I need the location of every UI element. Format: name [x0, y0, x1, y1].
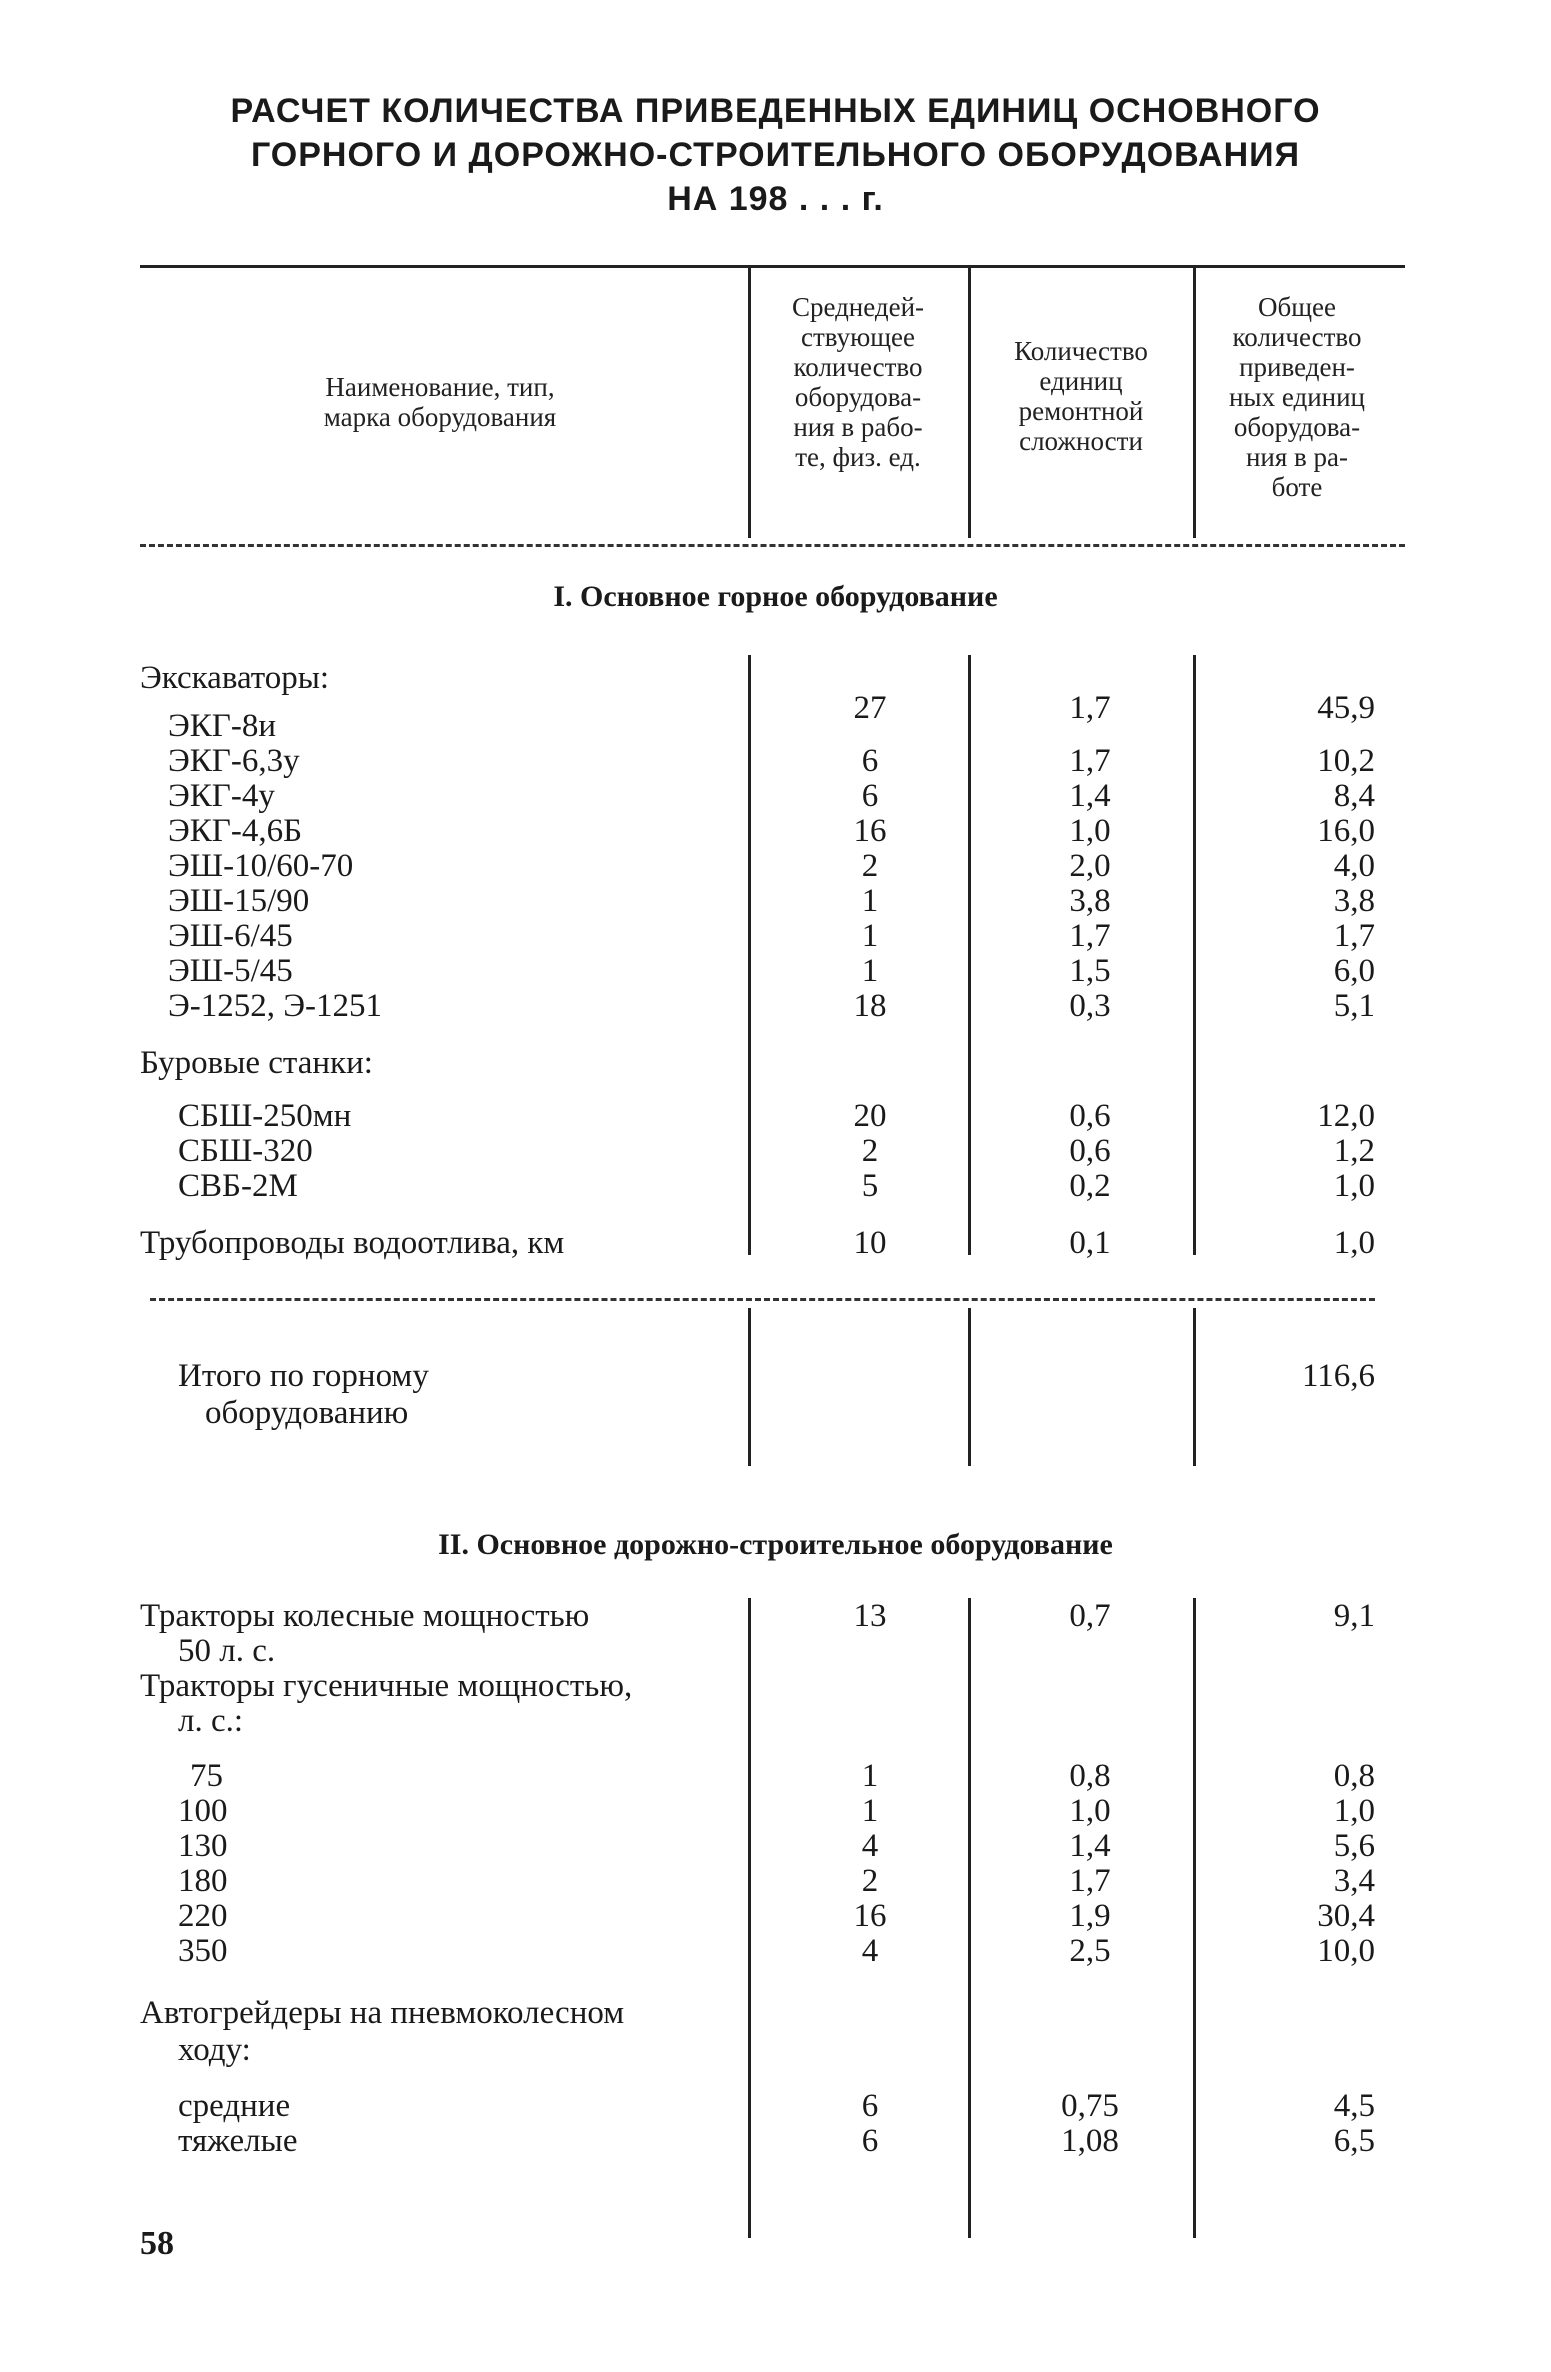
row-units: 1,08 — [1061, 2123, 1119, 2159]
excavators-label: Экскаваторы: — [140, 660, 330, 696]
crawler-label-line-2: л. с.: — [178, 1703, 244, 1739]
row-units: 0,6 — [1069, 1098, 1111, 1134]
row-units: 1,5 — [1069, 953, 1111, 989]
row-units: 1,9 — [1069, 1898, 1111, 1934]
row-qty: 2 — [861, 848, 879, 884]
row-total: 1,0 — [1333, 1168, 1375, 1204]
row-units: 0,7 — [1069, 1598, 1111, 1634]
row-qty: 4 — [861, 1828, 879, 1864]
row-name: СБШ-250мн — [178, 1098, 352, 1134]
row-units: 1,0 — [1069, 1793, 1111, 1829]
row-total: 4,5 — [1333, 2088, 1375, 2124]
total-divider-2 — [968, 1308, 971, 1466]
row-qty: 10 — [853, 1225, 887, 1261]
total-divider-1 — [748, 1308, 751, 1466]
total-value: 116,6 — [1301, 1358, 1375, 1394]
row-qty: 1 — [861, 953, 879, 989]
row-units: 3,8 — [1069, 883, 1111, 919]
header-col-qty — [752, 292, 964, 472]
header-col-qty-line: ния в рабо- — [793, 412, 923, 442]
row-total: 45,9 — [1317, 690, 1375, 726]
row-qty: 4 — [861, 1933, 879, 1969]
row-total: 1,0 — [1333, 1225, 1375, 1261]
row-total: 4,0 — [1333, 848, 1375, 884]
row-units: 0,1 — [1069, 1225, 1111, 1261]
row-total: 30,4 — [1317, 1898, 1375, 1934]
row-qty: 2 — [861, 1863, 879, 1899]
row-units: 1,7 — [1069, 918, 1111, 954]
row-total: 9,1 — [1333, 1598, 1375, 1634]
row-total: 6,5 — [1333, 2123, 1375, 2159]
row-name: ЭШ-10/60-70 — [168, 848, 354, 884]
header-col-total — [1197, 292, 1397, 502]
row-units: 1,7 — [1069, 690, 1111, 726]
header-col-qty-line: Среднедей- — [791, 292, 925, 322]
row-name: средние — [178, 2088, 291, 2124]
total-label-line-1: Итого по горному — [178, 1358, 429, 1394]
row-qty: 6 — [861, 2088, 879, 2124]
header-col-total-line: ных единиц — [1228, 382, 1365, 412]
title-line-2: ГОРНОГО И ДОРОЖНО-СТРОИТЕЛЬНОГО ОБОРУДОВАНИЯ — [250, 136, 1301, 174]
row-name: 350 — [178, 1933, 228, 1969]
row-name: 130 — [178, 1828, 228, 1864]
header-col-name-line: марка оборудования — [323, 402, 557, 432]
row-total: 5,1 — [1333, 988, 1375, 1024]
row-units: 0,3 — [1069, 988, 1111, 1024]
row-qty: 16 — [853, 1898, 887, 1934]
row-qty: 1 — [861, 918, 879, 954]
row-name: ЭШ-15/90 — [168, 883, 310, 919]
row-total: 12,0 — [1317, 1098, 1375, 1134]
row-qty: 6 — [861, 778, 879, 814]
total-divider-3 — [1193, 1308, 1196, 1466]
header-col-total-line: боте — [1271, 472, 1323, 502]
row-name: тяжелые — [178, 2123, 298, 2159]
row-name: СБШ-320 — [178, 1133, 313, 1169]
row-name: 180 — [178, 1863, 228, 1899]
row-units: 2,0 — [1069, 848, 1111, 884]
header-col-total-line: Общее — [1258, 292, 1336, 322]
header-col-qty-line: оборудова- — [794, 382, 922, 412]
row-name: ЭКГ-4,6Б — [168, 813, 303, 849]
row-name-cont: 50 л. с. — [178, 1633, 276, 1669]
header-col-qty-line: ствующее — [800, 322, 916, 352]
row-qty: 5 — [861, 1168, 879, 1204]
header-col-name — [200, 372, 680, 432]
row-total: 0,8 — [1333, 1758, 1375, 1794]
row-name: 75 — [190, 1758, 223, 1794]
header-col-total-line: ния в ра- — [1245, 442, 1349, 472]
drills-label: Буровые станки: — [140, 1045, 373, 1081]
row-qty: 1 — [861, 1793, 879, 1829]
total-label-line-2: оборудованию — [205, 1395, 409, 1431]
row-qty: 16 — [853, 813, 887, 849]
row-units: 2,5 — [1069, 1933, 1111, 1969]
graders-label-line-2: ходу: — [178, 2032, 251, 2068]
row-name: ЭКГ-8и — [168, 708, 277, 744]
row-name: 100 — [178, 1793, 228, 1829]
row-total: 10,2 — [1317, 743, 1375, 779]
row-qty: 6 — [861, 743, 879, 779]
row-total: 1,7 — [1333, 918, 1375, 954]
header-col-total-line: приведен- — [1239, 352, 1355, 382]
row-qty: 1 — [861, 883, 879, 919]
row-qty: 20 — [853, 1098, 887, 1134]
title-line-1: РАСЧЕТ КОЛИЧЕСТВА ПРИВЕДЕННЫХ ЕДИНИЦ ОСНОВНОГО — [230, 92, 1321, 130]
page-number: 58 — [140, 2225, 174, 2262]
header-col-repair-line: сложности — [1019, 426, 1143, 456]
row-units: 0,6 — [1069, 1133, 1111, 1169]
header-col-repair-units — [972, 336, 1190, 456]
row-units: 1,0 — [1069, 813, 1111, 849]
row-name: Э-1252, Э-1251 — [168, 988, 383, 1024]
section-2-title: II. Основное дорожно-строительное оборудование — [438, 1528, 1113, 1561]
row-name: 220 — [178, 1898, 228, 1934]
row-qty: 27 — [853, 690, 887, 726]
row-units: 0,75 — [1061, 2088, 1119, 2124]
header-divider-2 — [968, 268, 971, 538]
header-top-rule — [140, 265, 1405, 268]
row-total: 1,2 — [1333, 1133, 1375, 1169]
row-units: 1,4 — [1069, 778, 1111, 814]
row-name: ЭШ-6/45 — [168, 918, 293, 954]
header-col-total-line: оборудова- — [1233, 412, 1361, 442]
row-qty: 2 — [861, 1133, 879, 1169]
header-col-repair-line: единиц — [1039, 366, 1123, 396]
row-total: 5,6 — [1333, 1828, 1375, 1864]
row-total: 6,0 — [1333, 953, 1375, 989]
row-qty: 6 — [861, 2123, 879, 2159]
graders-label-line-1: Автогрейдеры на пневмоколесном — [140, 1995, 625, 2031]
row-units: 0,2 — [1069, 1168, 1111, 1204]
row-units: 1,7 — [1069, 1863, 1111, 1899]
header-divider-3 — [1193, 268, 1196, 538]
crawler-label-line-1: Тракторы гусеничные мощностью, — [140, 1668, 633, 1704]
header-col-repair-line: ремонтной — [1018, 396, 1144, 426]
row-name: Тракторы колесные мощностью — [140, 1598, 590, 1634]
row-units: 0,8 — [1069, 1758, 1111, 1794]
row-total: 16,0 — [1317, 813, 1375, 849]
row-name: ЭКГ-6,3у — [168, 743, 300, 779]
row-total: 8,4 — [1333, 778, 1375, 814]
header-col-name-line: Наименование, тип, — [325, 372, 555, 402]
row-units: 1,7 — [1069, 743, 1111, 779]
total-top-rule — [150, 1298, 1375, 1301]
row-total: 10,0 — [1317, 1933, 1375, 1969]
row-total: 3,4 — [1333, 1863, 1375, 1899]
section-1-title: I. Основное горное оборудование — [553, 580, 998, 613]
row-name: Трубопроводы водоотлива, км — [140, 1225, 565, 1261]
row-name: СВБ-2М — [178, 1168, 298, 1204]
row-qty: 1 — [861, 1758, 879, 1794]
row-name: ЭКГ-4у — [168, 778, 275, 814]
row-total: 3,8 — [1333, 883, 1375, 919]
header-col-total-line: количество — [1232, 322, 1362, 352]
header-col-repair-line: Количество — [1014, 336, 1148, 366]
header-bottom-rule — [140, 544, 1405, 547]
title-line-3: НА 198 . . . г. — [667, 180, 884, 218]
header-col-qty-line: те, физ. ед. — [795, 442, 921, 472]
header-divider-1 — [748, 268, 751, 538]
row-qty: 18 — [853, 988, 887, 1024]
row-total: 1,0 — [1333, 1793, 1375, 1829]
header-col-qty-line: количество — [793, 352, 923, 382]
row-units: 1,4 — [1069, 1828, 1111, 1864]
row-qty: 13 — [853, 1598, 887, 1634]
row-name: ЭШ-5/45 — [168, 953, 293, 989]
